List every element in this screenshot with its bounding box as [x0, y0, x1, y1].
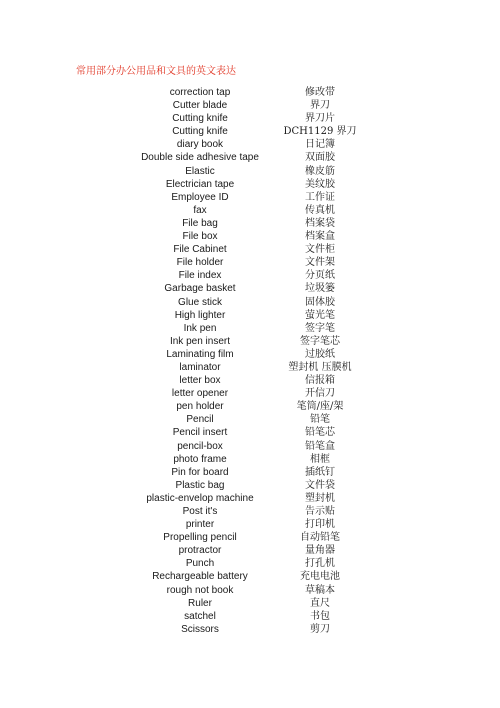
english-term: File index: [178, 270, 222, 282]
english-term: High lighter: [174, 309, 226, 321]
vocab-row: [130, 466, 370, 479]
vocab-row: [130, 348, 370, 361]
vocab-row: [130, 86, 370, 99]
english-term: rough not book: [166, 584, 234, 596]
english-term: letter opener: [171, 388, 229, 400]
vocab-row: [130, 440, 370, 453]
chinese-term: 档案盒: [305, 231, 335, 243]
vocab-row: [130, 505, 370, 518]
english-term: Glue stick: [178, 296, 222, 308]
chinese-term: 塑封机: [305, 492, 335, 504]
chinese-term: 打孔机: [305, 558, 335, 570]
english-term: satchel: [184, 610, 216, 622]
english-term: photo frame: [173, 453, 227, 465]
chinese-term: DCH1129 界刀: [283, 126, 357, 138]
vocab-row: [130, 544, 370, 557]
chinese-term: 萤光笔: [305, 309, 335, 321]
vocab-row: [130, 191, 370, 204]
vocab-row: [130, 361, 370, 374]
chinese-term: 档案袋: [305, 217, 335, 229]
english-term: Ink pen: [183, 322, 217, 334]
chinese-term: 直尺: [310, 597, 330, 609]
english-term: Ruler: [188, 597, 212, 609]
chinese-term: 信报箱: [305, 375, 335, 387]
vocab-row: [130, 217, 370, 230]
english-term: Cutting knife: [172, 126, 228, 138]
english-term: Cutter blade: [172, 100, 228, 112]
vocab-row: [130, 269, 370, 282]
english-term: Double side adhesive tape: [141, 152, 259, 164]
english-term: Pencil: [186, 414, 214, 426]
english-term: protractor: [178, 545, 222, 557]
vocab-row: [130, 165, 370, 178]
vocab-row: [130, 570, 370, 583]
english-term: Propelling pencil: [163, 532, 237, 544]
vocab-row: [130, 99, 370, 112]
chinese-term: 美纹胶: [305, 178, 335, 190]
vocab-row: [130, 557, 370, 570]
vocab-row: [130, 296, 370, 309]
vocab-row: [130, 125, 370, 138]
vocab-row: [130, 322, 370, 335]
vocab-row: [130, 584, 370, 597]
chinese-term: 垃圾篓: [305, 283, 335, 295]
chinese-term: 打印机: [305, 519, 335, 531]
chinese-term: 自动铅笔: [300, 532, 340, 544]
chinese-term: 剪刀: [310, 623, 330, 635]
vocab-row: [130, 256, 370, 269]
vocab-row: [130, 400, 370, 413]
english-term: Garbage basket: [164, 283, 236, 295]
vocab-row: [130, 387, 370, 400]
chinese-term: 铅笔: [310, 414, 330, 426]
english-term: File box: [182, 231, 218, 243]
english-term: Employee ID: [171, 191, 229, 203]
chinese-term: 书包: [310, 610, 330, 622]
vocab-row: [130, 453, 370, 466]
chinese-term: 量角器: [305, 545, 335, 557]
vocab-row: [130, 282, 370, 295]
chinese-term: 界刀: [310, 100, 330, 112]
english-term: pencil-box: [177, 440, 223, 452]
chinese-term: 充电电池: [300, 571, 340, 583]
english-term: diary book: [176, 139, 224, 151]
vocab-row: [130, 204, 370, 217]
vocab-row: [130, 610, 370, 623]
vocab-row: [130, 531, 370, 544]
english-term: File holder: [176, 257, 224, 269]
chinese-term: 过胶纸: [305, 348, 335, 360]
english-term: fax: [193, 204, 207, 216]
vocab-row: [130, 243, 370, 256]
vocab-row: [130, 518, 370, 531]
chinese-term: 相框: [310, 453, 330, 465]
chinese-term: 日记簿: [305, 139, 335, 151]
english-term: Pencil insert: [172, 427, 228, 439]
chinese-term: 双面胶: [305, 152, 335, 164]
english-term: Punch: [185, 558, 215, 570]
vocab-row: [130, 151, 370, 164]
english-term: Rechargeable battery: [152, 571, 248, 583]
chinese-term: 铅笔盒: [305, 440, 335, 452]
english-term: Elastic: [185, 165, 215, 177]
english-term: Laminating film: [166, 348, 234, 360]
vocab-row: [130, 426, 370, 439]
english-term: correction tap: [169, 87, 231, 98]
chinese-term: 草稿本: [305, 584, 335, 596]
english-term: laminator: [179, 361, 221, 373]
chinese-term: 签字笔: [305, 322, 335, 334]
chinese-term: 文件柜: [305, 244, 335, 256]
vocabulary-list: [130, 86, 370, 636]
english-term: Electrician tape: [165, 178, 235, 190]
page-heading: 常用部分办公用品和文具的英文表达: [76, 66, 236, 77]
english-term: printer: [185, 519, 215, 531]
english-term: Plastic bag: [175, 479, 225, 491]
english-term: File bag: [182, 217, 218, 229]
english-term: Post it's: [182, 506, 218, 517]
vocab-row: [130, 112, 370, 125]
chinese-term: 插纸钉: [305, 466, 335, 478]
english-term: Ink pen insert: [169, 335, 231, 347]
english-term: Pin for board: [171, 466, 229, 478]
chinese-term: 开信刀: [305, 388, 335, 400]
vocab-row: [130, 309, 370, 322]
english-term: File Cabinet: [173, 244, 227, 256]
english-term: letter box: [179, 375, 221, 387]
english-term: Scissors: [181, 623, 219, 635]
chinese-term: 笔筒/座/架: [296, 401, 344, 413]
chinese-term: 铅笔芯: [305, 427, 335, 439]
chinese-term: 文件袋: [305, 479, 335, 491]
vocab-row: [130, 230, 370, 243]
chinese-term: 橡皮筋: [305, 165, 335, 177]
chinese-term: 告示贴: [305, 506, 335, 517]
chinese-term: 文件架: [305, 257, 335, 269]
english-term: pen holder: [176, 401, 224, 413]
vocab-row: [130, 597, 370, 610]
chinese-term: 修改带: [305, 87, 335, 98]
vocab-row: [130, 138, 370, 151]
vocab-row: [130, 413, 370, 426]
chinese-term: 固体胶: [305, 296, 335, 308]
chinese-term: 传真机: [305, 204, 335, 216]
vocab-row: [130, 335, 370, 348]
vocab-row: [130, 374, 370, 387]
chinese-term: 塑封机 压膜机: [288, 361, 352, 373]
english-term: plastic-envelop machine: [146, 492, 254, 504]
chinese-term: 签字笔芯: [300, 335, 340, 347]
vocab-row: [130, 492, 370, 505]
vocab-row: [130, 479, 370, 492]
chinese-term: 界刀片: [305, 113, 335, 125]
english-term: Cutting knife: [172, 113, 228, 125]
vocab-row: [130, 178, 370, 191]
chinese-term: 分页纸: [305, 270, 335, 282]
chinese-term: 工作证: [305, 191, 335, 203]
vocab-row: [130, 623, 370, 636]
